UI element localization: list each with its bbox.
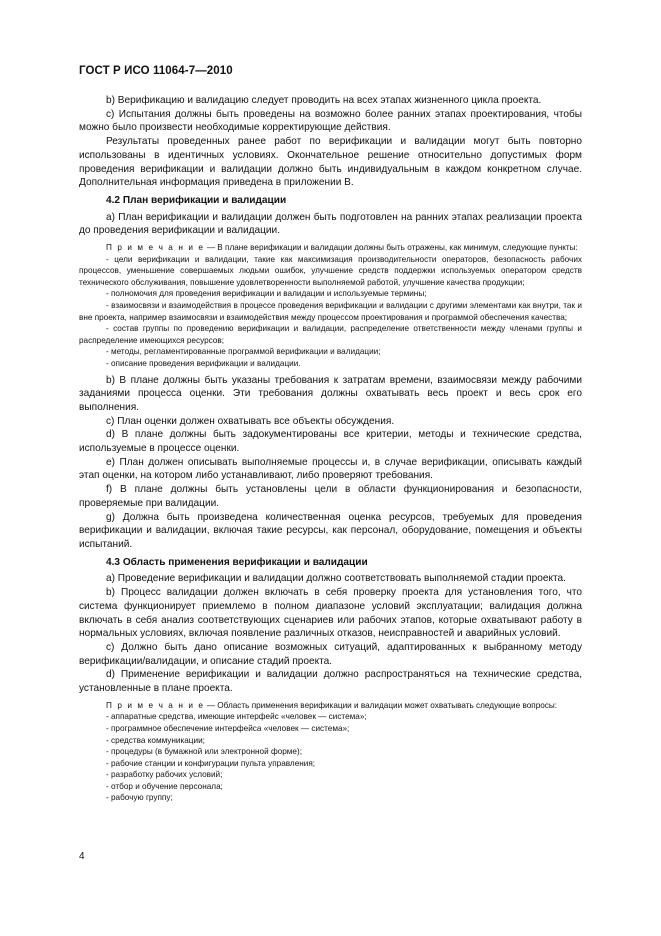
- section-4-3-paragraph: c) Должно быть дано описание возможных ситуаций, адаптированных к выбранному методу верификации/валидации, и описание стадий проекта.: [79, 641, 582, 667]
- note-list-item: - полномочия для проведения верификации и валидации и используемые термины;: [106, 289, 427, 299]
- note-list-item: - методы, регламентированные программой верификации и валидации;: [106, 347, 381, 357]
- section-4-2-paragraph: d) В плане должны быть задокументированы все критерии, методы и технические средства, используемые в процессе оценки.: [79, 429, 582, 455]
- section-4-2-paragraph: b) В плане должны быть указаны требования к затратам времени, взаимосвязи между рабочими заданиями процесса оценки. Эти требования должны охватывать весь проект и весь срок его выполнения.: [79, 374, 582, 413]
- note-list-item: - аппаратные средства, имеющие интерфейс «человек — система»;: [106, 712, 367, 722]
- note-text: — Область применения верификации и валидации может охватывать следующие вопросы:: [204, 700, 558, 710]
- note-text: — В плане верификации и валидации должны быть отражены, как минимум, следующие пункты:: [204, 243, 578, 253]
- note-list-item: - средства коммуникации;: [106, 735, 205, 745]
- section-4-3-paragraph: а) Проведение верификации и валидации должно соответствовать выполняемой стадии проекта.: [106, 573, 566, 585]
- note-label: П р и м е ч а н и е: [106, 700, 205, 710]
- paragraph-b: b) Верификацию и валидацию следует проводить на всех этапах жизненного цикла проекта.: [106, 95, 542, 106]
- note-list-item: - цели верификации и валидации, такие как максимизация производительности операторов, безопасность рабочих процессов, уменьшение совершаемых людьми ошибок, улучшение средств поддержки используемых оператором средств технического обслуживания, повышение удовлетворенности выполняемой работой, улучшение качества продукции;: [79, 254, 582, 287]
- section-4-2-paragraph: f) В плане должны быть установлены цели в области функционирования и безопасности, проверяемые при валидации.: [79, 484, 582, 509]
- note-list-item: - рабочие станции и конфигурации пульта управления;: [106, 758, 316, 768]
- section-heading-4-3: 4.3 Область применения верификации и валидации: [106, 556, 368, 568]
- section-4-2-note: [79, 242, 582, 254]
- page-number: 4: [79, 851, 85, 862]
- note-list-item: - процедуры (в бумажной или электронной форме);: [106, 747, 302, 757]
- note-list-item: - программное обеспечение интерфейса «человек — система»;: [106, 723, 350, 733]
- note-list-item: - рабочую группу;: [106, 793, 173, 803]
- paragraph-results: Результаты проведенных ранее работ по верификации и валидации могут быть повторно использованы в идентичных условиях. Окончательное решение относительно допустимых форм проведения верификации и валидации должно быть индивидуальным в каждом конкретном случае. Дополнительная информация приведена в приложении В.: [79, 136, 582, 189]
- document-header: ГОСТ Р ИСО 11064-7—2010: [79, 65, 233, 77]
- section-4-2-paragraph-a: а) План верификации и валидации должен быть подготовлен на ранних этапах реализации проекта до проведения верификации и валидации.: [79, 211, 582, 237]
- section-4-3-paragraph: b) Процесс валидации должен включать в себя проверку проекта для установления того, что система функционирует приемлемо в полном диапазоне условий эксплуатации; валидация должна включать в себя анализ соответствующих сценариев или рабочих этапов, которые охватывают работу в нормальных условиях, включая появление различных отказов, неисправностей и аварийных условий.: [79, 587, 582, 640]
- note-list-item: - описание проведения верификации и валидации.: [106, 358, 301, 368]
- note-list-item: - взаимосвязи и взаимодействия в процессе проведения верификации и валидации с другими элементами как внутри, так и вне проекта, например взаимосвязи и взаимодействия между процессом проектирования и программой обеспечения качества;: [79, 301, 582, 322]
- note-list-item: - разработку рабочих условий;: [106, 770, 223, 780]
- section-4-3-paragraph: d) Применение верификации и валидации должно распространяться на технические средства, установленные в плане проекта.: [79, 669, 582, 695]
- note-list-item: - отбор и обучение персонала;: [106, 781, 223, 791]
- section-4-2-paragraph: g) Должна быть произведена количественная оценка ресурсов, требуемых для проведения верификации и валидации, включая такие ресурсы, как персонал, оборудование, помещения и объекты испытаний.: [79, 511, 582, 550]
- note-list-item: - состав группы по проведению верификации и валидации, распределение ответственности между членами группы и распределение имеющихся ресурсов;: [79, 324, 582, 345]
- section-heading-4-2: 4.2 План верификации и валидации: [106, 194, 287, 206]
- paragraph-c: c) Испытания должны быть проведены на возможно более ранних этапах проектирования, чтобы можно было произвести необходимые корректирующие действия.: [79, 108, 582, 134]
- note-label: П р и м е ч а н и е: [106, 243, 205, 253]
- section-4-3-note: [79, 700, 582, 712]
- document-body: [79, 94, 582, 804]
- section-4-2-paragraph: c) План оценки должен охватывать все объекты обсуждения.: [106, 415, 395, 427]
- section-4-2-paragraph: e) План должен описывать выполняемые процессы и, в случае верификации, описывать каждый этап оценки, на котором либо устанавливают, либо проверяют требования.: [79, 456, 582, 482]
